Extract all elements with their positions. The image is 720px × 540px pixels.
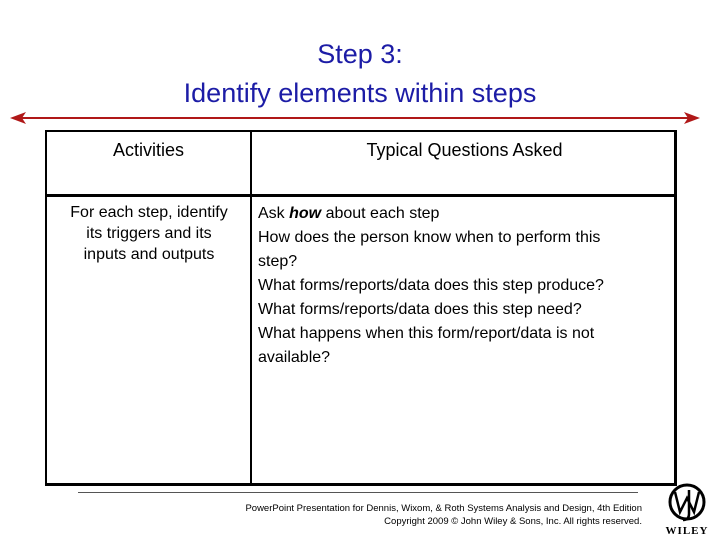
question-line: step?	[258, 253, 298, 270]
question-line: available?	[258, 349, 331, 366]
question-line: How does the person know when to perform this	[258, 229, 601, 246]
question-line	[258, 202, 668, 226]
header-divider	[47, 194, 674, 197]
footer-line2: Copyright 2009 © John Wiley & Sons, Inc. All rights reserved.	[384, 516, 642, 527]
questions-cell	[258, 202, 668, 370]
header-activities: Activities	[112, 140, 184, 160]
slide-title-line2: Identify elements within steps	[183, 78, 537, 108]
activities-line: inputs and outputs	[83, 246, 215, 263]
activities-line: its triggers and its	[86, 225, 212, 242]
slide-title-line1: Step 3:	[317, 39, 403, 69]
footer-divider	[78, 492, 638, 493]
question-line: What happens when this form/report/data is not	[258, 325, 595, 342]
question-emphasis: how	[289, 205, 322, 222]
footer-credits	[150, 502, 642, 528]
activities-cell	[51, 202, 247, 265]
question-line: What forms/reports/data does this step produce?	[258, 277, 604, 294]
question-line: What forms/reports/data does this step need?	[258, 301, 582, 318]
activities-line: For each step, identify	[70, 204, 228, 221]
column-divider	[250, 132, 252, 483]
footer-line1: PowerPoint Presentation for Dennis, Wixom, & Roth Systems Analysis and Design, 4th Edition	[245, 503, 642, 514]
activities-table	[45, 130, 677, 486]
question-prefix: Ask	[258, 205, 290, 222]
wiley-wordmark: WILEY	[665, 525, 709, 537]
question-suffix: about each step	[321, 205, 440, 222]
header-typical-questions: Typical Questions Asked	[366, 140, 563, 160]
